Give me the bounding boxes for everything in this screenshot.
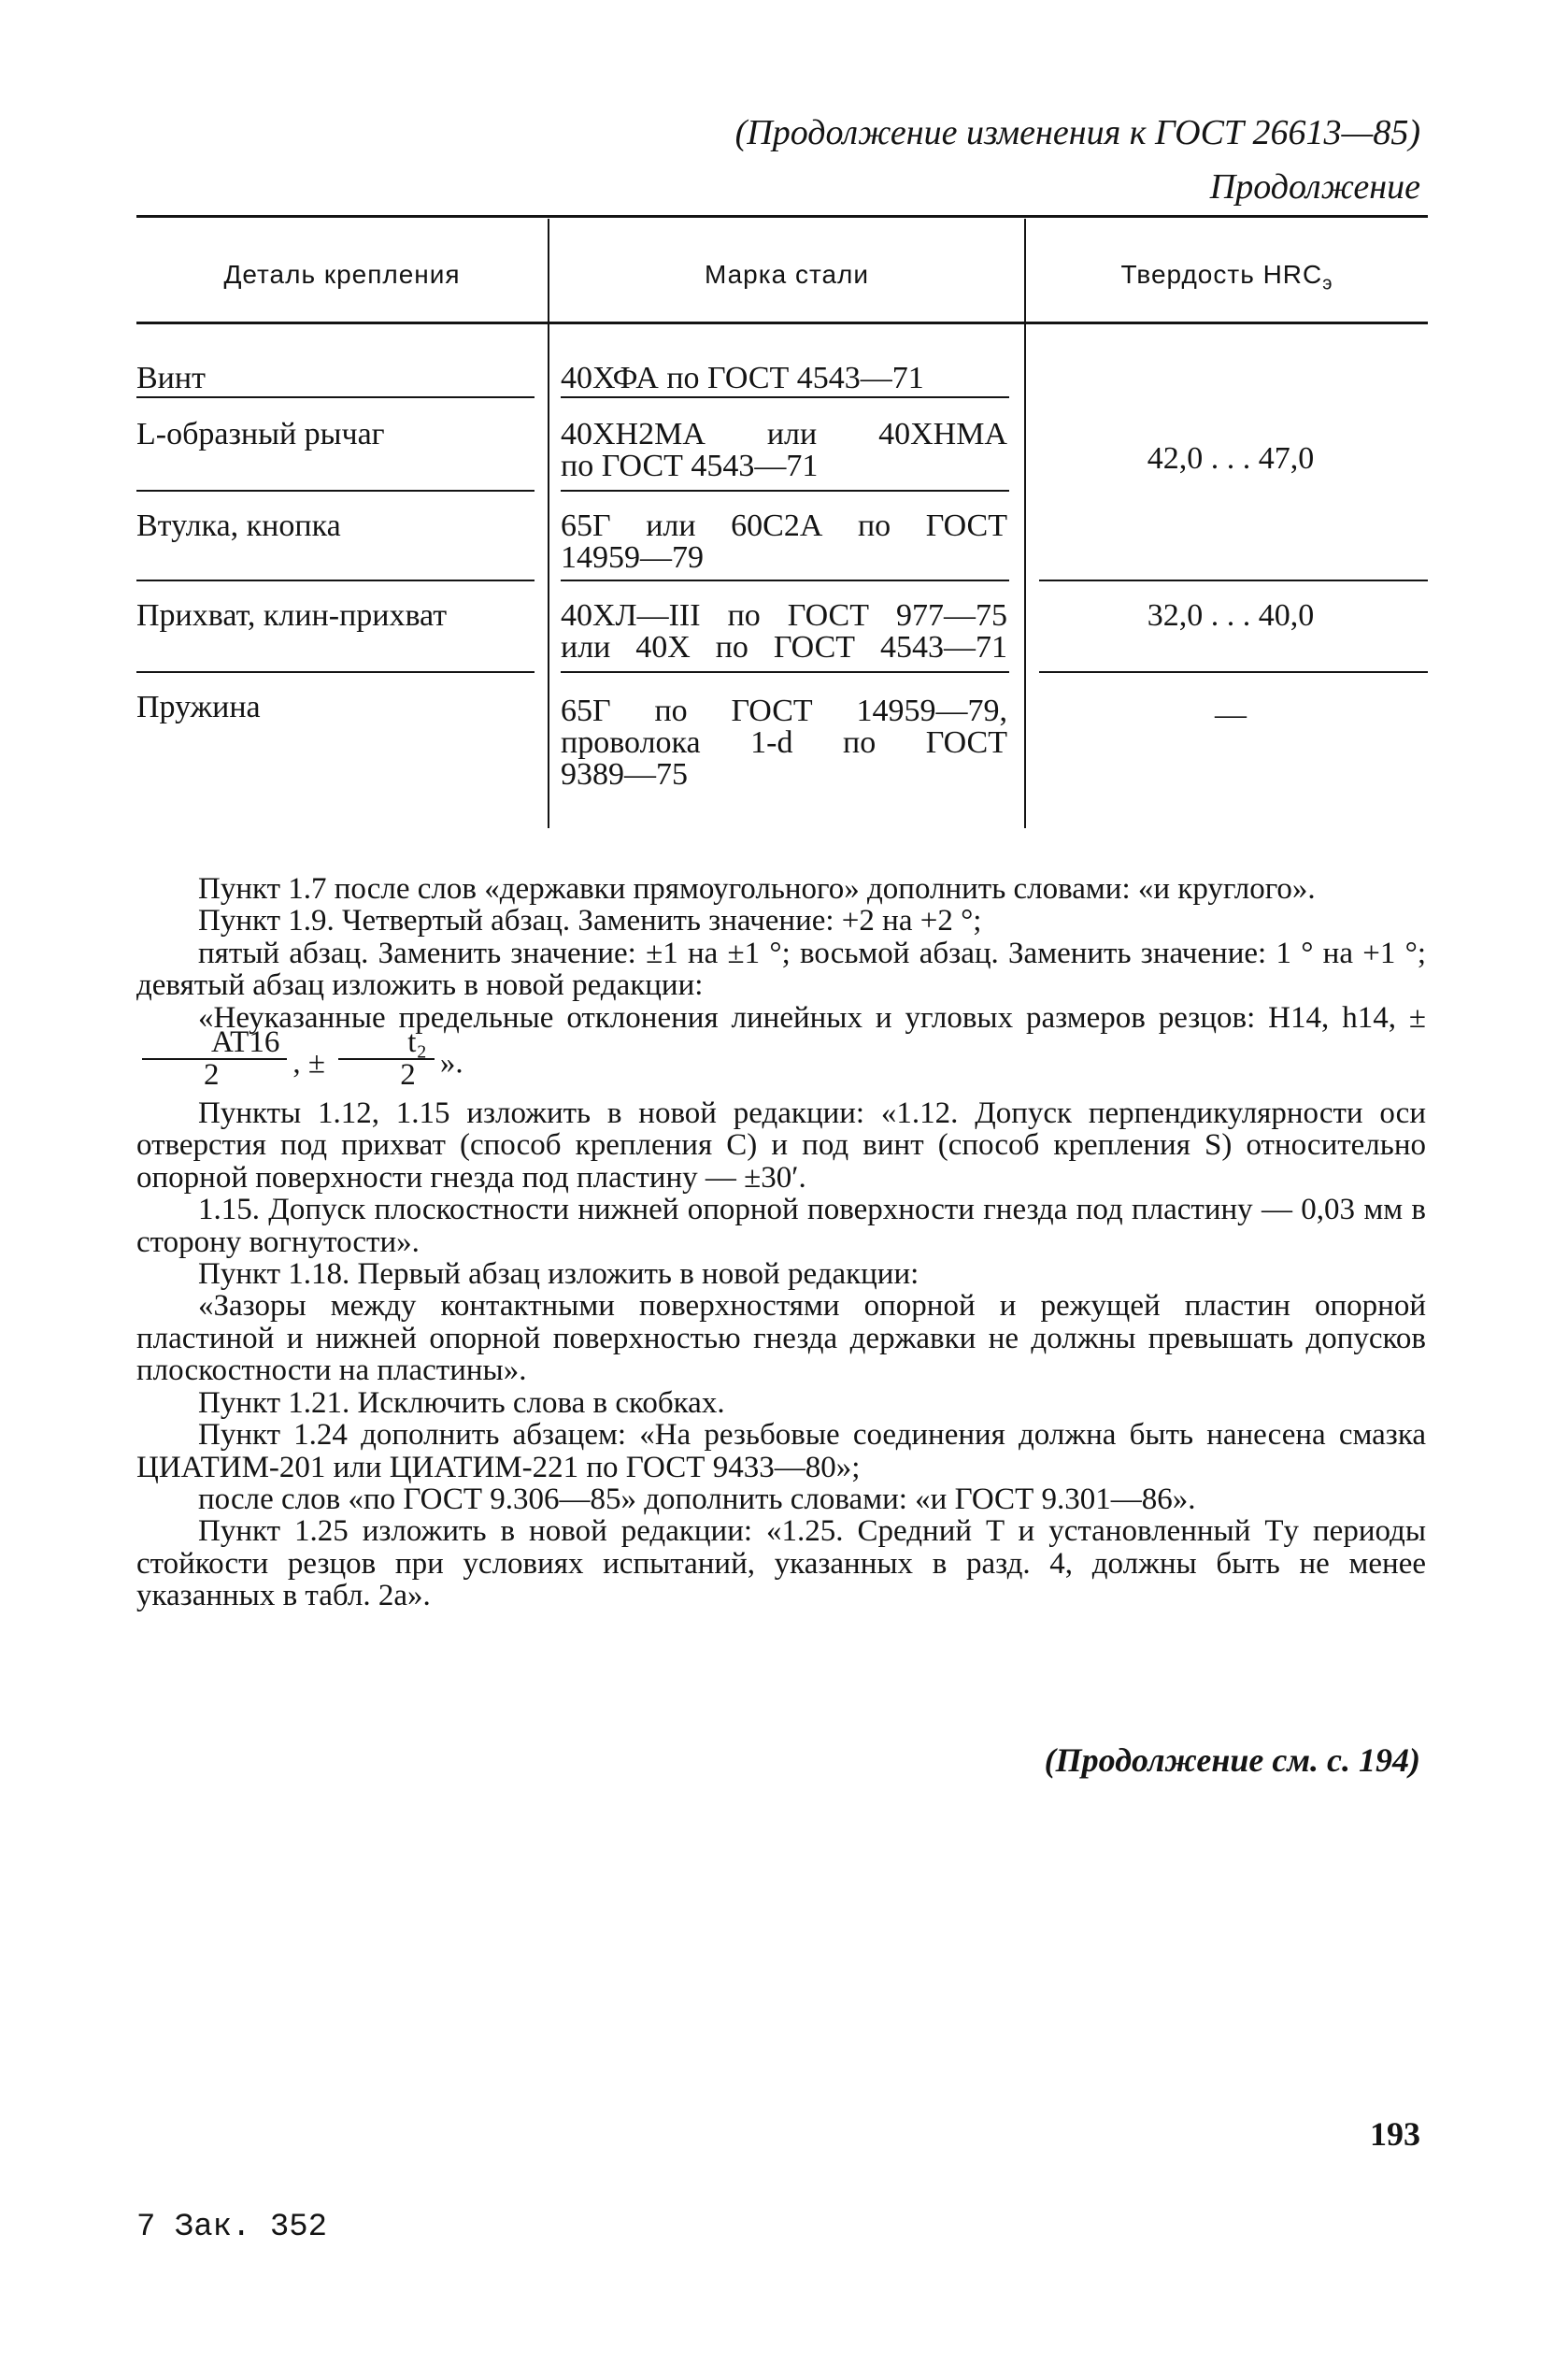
table-cell-line: или 40Х по ГОСТ 4543—71 xyxy=(561,630,1007,665)
table-cell-steel xyxy=(561,510,1007,574)
row-rule xyxy=(136,490,535,492)
fraction-numerator: AT16 xyxy=(142,1026,287,1060)
table-header-rule xyxy=(136,322,1428,324)
table-cell-line: 65Г по ГОСТ 14959—79, xyxy=(561,694,1007,728)
table-cell-line: 40ХЛ—III по ГОСТ 977—75 xyxy=(561,598,1007,633)
paragraph-formula xyxy=(136,1002,1426,1097)
paragraph: Пункт 1.9. Четвертый абзац. Заменить значение: +2 на +2 °; xyxy=(198,904,982,938)
fraction-denominator: 2 xyxy=(400,1058,416,1093)
fraction-numerator: t₂ xyxy=(338,1026,435,1060)
table-cell-line: 9389—75 xyxy=(561,757,688,792)
table-cell-hardness: — xyxy=(1215,697,1247,732)
table-cell-steel xyxy=(561,363,1007,394)
table-cell-steel xyxy=(561,419,1007,482)
table-cell-line: по ГОСТ 4543—71 xyxy=(561,449,819,483)
table-cell-line: 14959—79 xyxy=(561,540,704,575)
table-cell-line: 40ХФА по ГОСТ 4543—71 xyxy=(561,361,924,395)
row-rule xyxy=(136,671,535,673)
table-cell-steel xyxy=(561,695,1007,791)
row-rule xyxy=(561,580,1009,581)
fraction-t2 xyxy=(338,1025,435,1093)
formula-end: ». xyxy=(439,1046,463,1081)
formula-separator: , ± xyxy=(292,1046,325,1081)
row-rule xyxy=(561,671,1009,673)
table-cell-steel xyxy=(561,600,1007,664)
table-cell-hardness: 32,0 . . . 40,0 xyxy=(1147,598,1315,633)
paragraph: после слов «по ГОСТ 9.306—85» дополнить словами: «и ГОСТ 9.301—86». xyxy=(198,1482,1196,1516)
column-header-subscript: э xyxy=(1322,273,1333,294)
paragraph: 1.15. Допуск плоскостности нижней опорной поверхности гнезда под пластину — 0,03 мм в сторону вогнутости». xyxy=(136,1193,1426,1259)
table-top-rule xyxy=(136,215,1428,218)
col-divider-1 xyxy=(548,219,549,828)
body-text xyxy=(136,873,1426,1612)
table-cell-part: L-образный рычаг xyxy=(136,417,385,451)
col-divider-2 xyxy=(1024,219,1026,828)
table-cell-line: 40ХН2МА или 40ХНМА xyxy=(561,417,1007,451)
table-cell-part: Пружина xyxy=(136,690,261,724)
paragraph: Пункты 1.12, 1.15 изложить в новой редакции: «1.12. Допуск перпендикулярности оси отверстия под прихват (способ крепления C) и под винт (способ крепления S) относительно опорной поверхности гнезда под пластину — ±30′. xyxy=(136,1096,1426,1195)
row-rule xyxy=(136,580,535,581)
column-header: Марка стали xyxy=(704,260,870,289)
table-cell-part: Втулка, кнопка xyxy=(136,508,341,543)
table-cell-line: проволока 1-d по ГОСТ xyxy=(561,725,1007,760)
page-number: 193 xyxy=(1370,2115,1420,2153)
table-cell-line: 65Г или 60С2А по ГОСТ xyxy=(561,508,1007,543)
table-cell-hardness: 42,0 . . . 47,0 xyxy=(1147,441,1315,476)
table-cell-part: Прихват, клин-прихват xyxy=(136,598,448,633)
row-rule xyxy=(561,396,1009,398)
formula-lead-text: «Неуказанные предельные отклонения линейных и угловых размеров резцов: H14, h14, ± xyxy=(198,1000,1426,1035)
column-header-text: Твердость HRC xyxy=(1120,260,1323,289)
paragraph: Пункт 1.18. Первый абзац изложить в новой редакции: xyxy=(198,1257,919,1292)
continued-on-page: (Продолжение см. с. 194) xyxy=(1044,1741,1420,1779)
fraction-at16 xyxy=(142,1025,287,1093)
paragraph: Пункт 1.7 после слов «державки прямоугольного» дополнить словами: «и круглого». xyxy=(198,872,1316,906)
paragraph: пятый абзац. Заменить значение: ±1 на ±1 °; восьмой абзац. Заменить значение: 1 ° на +1 °; девятый абзац изложить в новой редакции: xyxy=(136,936,1426,1003)
continuation-title: (Продолжение изменения к ГОСТ 26613—85) xyxy=(734,113,1420,152)
paragraph: Пункт 1.21. Исключить слова в скобках. xyxy=(198,1385,725,1420)
row-rule xyxy=(1039,580,1428,581)
table-cell-part: Винт xyxy=(136,361,206,395)
paragraph: «Зазоры между контактными поверхностями опорной и режущей пластин опорной пластиной и нижней опорной поверхностью гнезда державки не должны превышать допусков плоскостности на пластины». xyxy=(136,1289,1426,1388)
continuation-label: Продолжение xyxy=(1209,167,1420,207)
fraction-denominator: 2 xyxy=(204,1058,220,1093)
print-order-number: 7 Зак. 352 xyxy=(136,2210,328,2245)
column-header: Деталь крепления xyxy=(223,260,461,289)
paragraph: Пункт 1.25 изложить в новой редакции: «1.25. Средний T и установленный Tу периоды стойкости резцов при условиях испытаний, указанных в разд. 4, должны быть не менее указанных в табл. 2а». xyxy=(136,1514,1426,1613)
paragraph: Пункт 1.24 дополнить абзацем: «На резьбовые соединения должна быть нанесена смазка ЦИАТИМ-201 или ЦИАТИМ-221 по ГОСТ 9433—80»; xyxy=(136,1418,1426,1484)
row-rule xyxy=(1039,671,1428,673)
row-rule xyxy=(136,396,535,398)
row-rule xyxy=(561,490,1009,492)
column-header xyxy=(1026,260,1428,295)
